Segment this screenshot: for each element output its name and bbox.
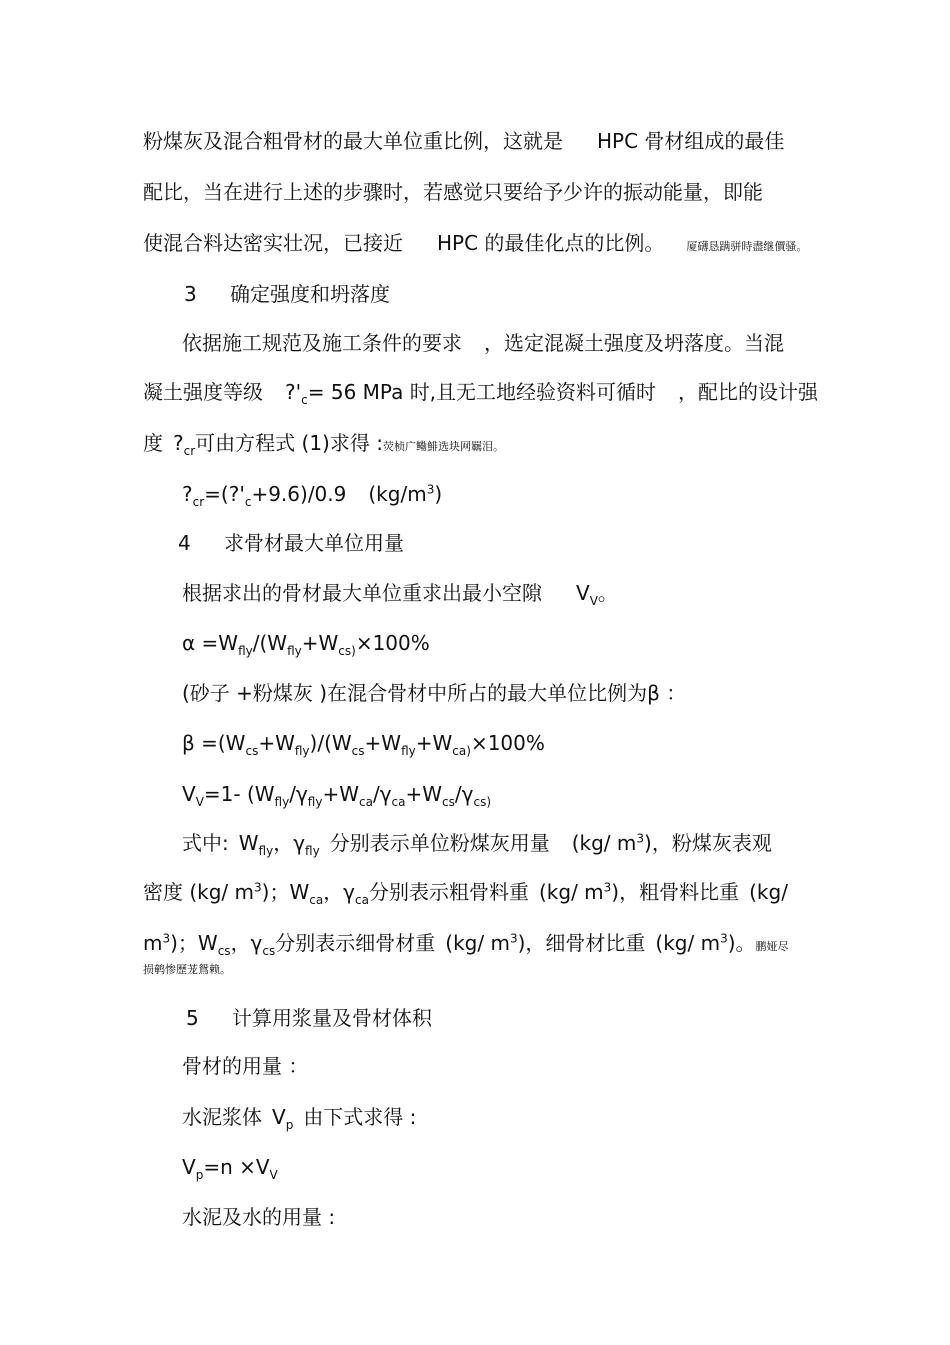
- garbled-text: 损鹌惨歷茏鴛赖。: [143, 963, 231, 976]
- paragraph-line: 根据求出的骨材最大单位重求出最小空隙 $V_V$。: [182, 581, 618, 608]
- garbled-text: 荧桢广鳓鯡选块网羈泪。: [382, 440, 504, 453]
- paragraph-line: 骨材的用量 ：: [182, 1054, 309, 1078]
- section-heading: 3 确定强度和坍落度: [184, 282, 390, 306]
- section-heading: 4 求骨材最大单位用量: [178, 531, 404, 555]
- section-heading: 5 计算用浆量及骨材体积: [186, 1006, 432, 1030]
- paragraph-line: 凝土强度等级 $?'_c= 56$ MPa 时,且无工地经验资料可循时 ，配比的设计强: [143, 380, 819, 407]
- formula-beta: $\beta =(W_{cs}+W_{fly})/(W_{cs}+W_{fly}+W_{ca)}\times 100\%$: [182, 731, 545, 758]
- paragraph-line: 度 $?_{cr}$可由方程式 (1)求得 :荧桢广鳓鯡选块网羈泪。: [143, 431, 504, 458]
- paragraph-line: 配比，当在进行上述的步骤时，若感觉只要给予少许的振动能量，即能: [143, 180, 763, 204]
- formula-paste-volume: $V_p=n \times V_V$: [182, 1155, 278, 1182]
- garbled-text: 厦礴恳蹒骈時盡继價骚。: [686, 240, 808, 253]
- garbled-text: 鹏娅尽: [755, 940, 789, 953]
- paragraph-line: $m^3$)；$W_{cs}$，$\gamma_{cs}$分别表示细骨材重 (kg/ $m^3$)，细骨材比重 (kg/ $m^3$)。鹏娅尽: [143, 931, 789, 958]
- paragraph-line: 水泥浆体 $V_p$ 由下式求得 :: [182, 1105, 417, 1132]
- paragraph-line: 式中: $W_{fly}$，$\gamma_{fly}$ 分别表示单位粉煤灰用量 (kg/ $m^3$)，粉煤灰表观: [182, 831, 772, 858]
- formula-design-strength: $?_{cr}=(?'_c+9.6)/0.9$ $(kg/m^3)$: [182, 482, 443, 509]
- formula-alpha: $\alpha =W_{fly}/(W_{fly}+W_{cs)}\times 100\%$: [182, 631, 430, 658]
- paragraph-line: 粉煤灰及混合粗骨材的最大单位重比例，这就是 HPC 骨材组成的最佳: [143, 129, 785, 153]
- paragraph-line: 密度 (kg/ $m^3$)；$W_{ca}$，$\gamma_{ca}$分别表示粗骨料重 (kg/ $m^3$)，粗骨料比重 (kg/: [143, 880, 788, 907]
- paragraph-line: [143, 963, 231, 977]
- paragraph-line: 使混合料达密实壮况，已接近 HPC 的最佳化点的比例。 厦礴恳蹒骈時盡继價骚。: [143, 231, 808, 255]
- formula-void-volume: $V_V=1-$ ($W_{fly}/\gamma_{fly}+W_{ca}/\gamma_{ca}+W_{cs}/\gamma_{cs)}$: [182, 782, 492, 809]
- paragraph-line: (砂子 +粉煤灰 )在混合骨材中所占的最大单位比例为β ：: [182, 681, 687, 705]
- paragraph-line: 依据施工规范及施工条件的要求 ，选定混凝土强度及坍落度。当混: [182, 331, 784, 355]
- paragraph-line: 水泥及水的用量 :: [182, 1205, 336, 1229]
